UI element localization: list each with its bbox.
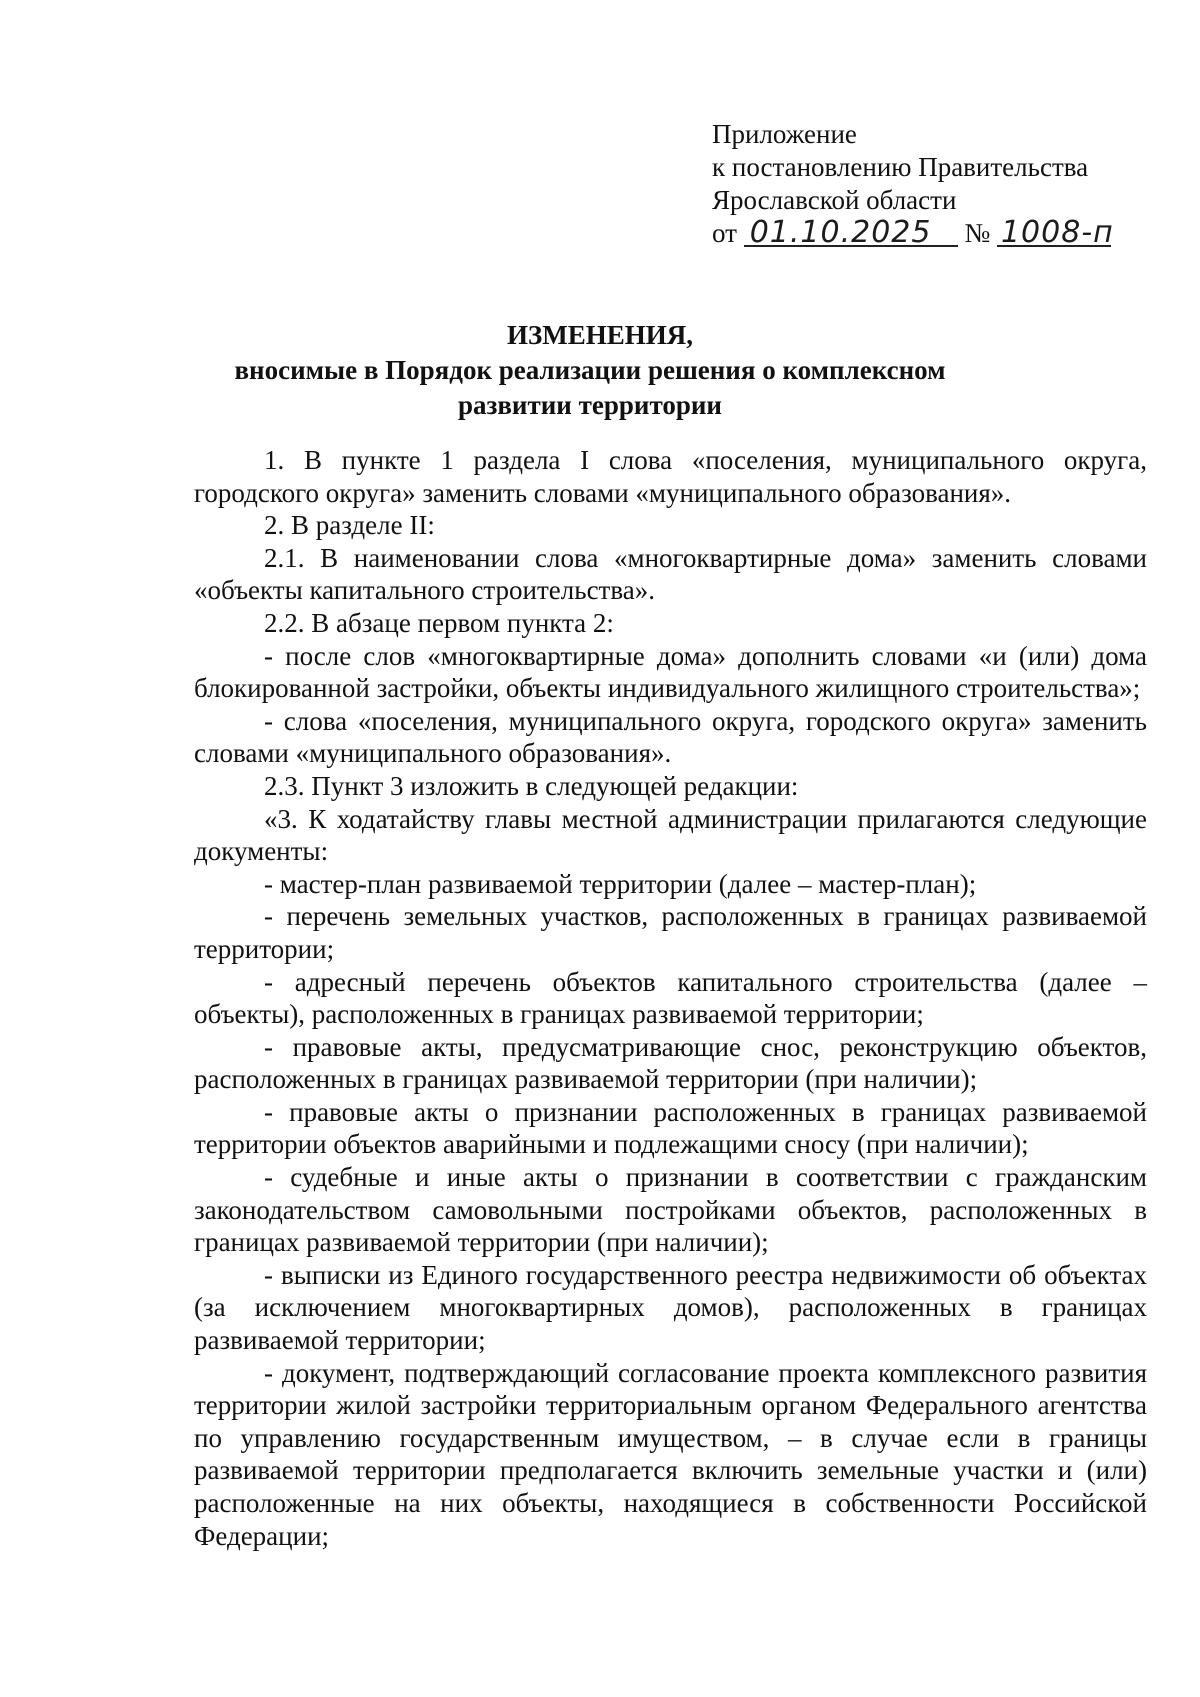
document-body [194, 444, 1147, 1552]
paragraph: «3. К ходатайству главы местной администрации прилагаются следующие документы: [194, 803, 1147, 867]
handwritten-date: 01.10.2025 [744, 221, 958, 247]
heading-subtitle-2: развитии территории [457, 390, 722, 420]
appendix-block [712, 118, 1114, 250]
paragraph: - правовые акты о признании расположенных в границах развиваемой территории объектов аварийными и подлежащими сносу (при наличии); [194, 1096, 1147, 1160]
date-prefix: от [712, 218, 737, 248]
paragraph: 2. В разделе II: [264, 510, 435, 541]
paragraph: 2.3. Пункт 3 изложить в следующей редакции: [264, 770, 799, 801]
appendix-date-number [712, 215, 1114, 250]
paragraph: 2.1. В наименовании слова «многоквартирные дома» заменить словами «объекты капитального строительства». [194, 542, 1147, 606]
paragraph: - выписки из Единого государственного реестра недвижимости об объектах (за исключением многоквартирных домов), расположенных в границах развиваемой территории; [194, 1259, 1147, 1356]
paragraph: - перечень земельных участков, расположенных в границах развиваемой территории; [194, 901, 1147, 964]
paragraph: - адресный перечень объектов капитального строительства (далее – объекты), расположенных в границах развиваемой территории; [194, 966, 1147, 1030]
paragraph: - документ, подтверждающий согласование проекта комплексного развития территории жилой застройки территориальным органом Федерального агентства по управлению государственным имуществом, – в случае если в границы развиваемой территории предполагается включить земельные участки и (или) расположенные на них объекты, находящиеся в собственности Российской Федерации; [194, 1357, 1147, 1551]
heading-subtitle-1: вносимые в Порядок реализации решения о комплексном [234, 355, 946, 385]
paragraph: - правовые акты, предусматривающие снос, реконструкцию объектов, расположенных в границах развиваемой территории (при наличии); [194, 1031, 1147, 1095]
appendix-region: Ярославской области [712, 185, 957, 215]
paragraph: - слова «поселения, муниципального округа, городского округа» заменить словами «муниципального образования». [194, 705, 1147, 769]
paragraph: 1. В пункте 1 раздела I слова «поселения, муниципального округа, городского округа» заменить словами «муниципального образования». [194, 445, 1147, 508]
appendix-title: Приложение [712, 119, 857, 149]
paragraph: - мастер-план развиваемой территории (далее – мастер-план); [264, 868, 977, 899]
heading-title: ИЗМЕНЕНИЯ, [506, 320, 693, 350]
paragraph: - судебные и иные акты о признании в соответствии с гражданским законодательством самовольными постройками объектов, расположенных в границах развиваемой территории (при наличии); [194, 1162, 1147, 1258]
paragraph: 2.2. В абзаце первом пункта 2: [264, 607, 614, 638]
handwritten-number: 1008-п [997, 221, 1111, 247]
paragraph: - после слов «многоквартирные дома» дополнить словами «и (или) дома блокированной застройки, объекты индивидуального жилищного строительства»; [194, 640, 1147, 704]
appendix-resolution: к постановлению Правительства [712, 152, 1089, 182]
document-heading [0, 318, 1200, 423]
number-sign: № [964, 218, 991, 248]
